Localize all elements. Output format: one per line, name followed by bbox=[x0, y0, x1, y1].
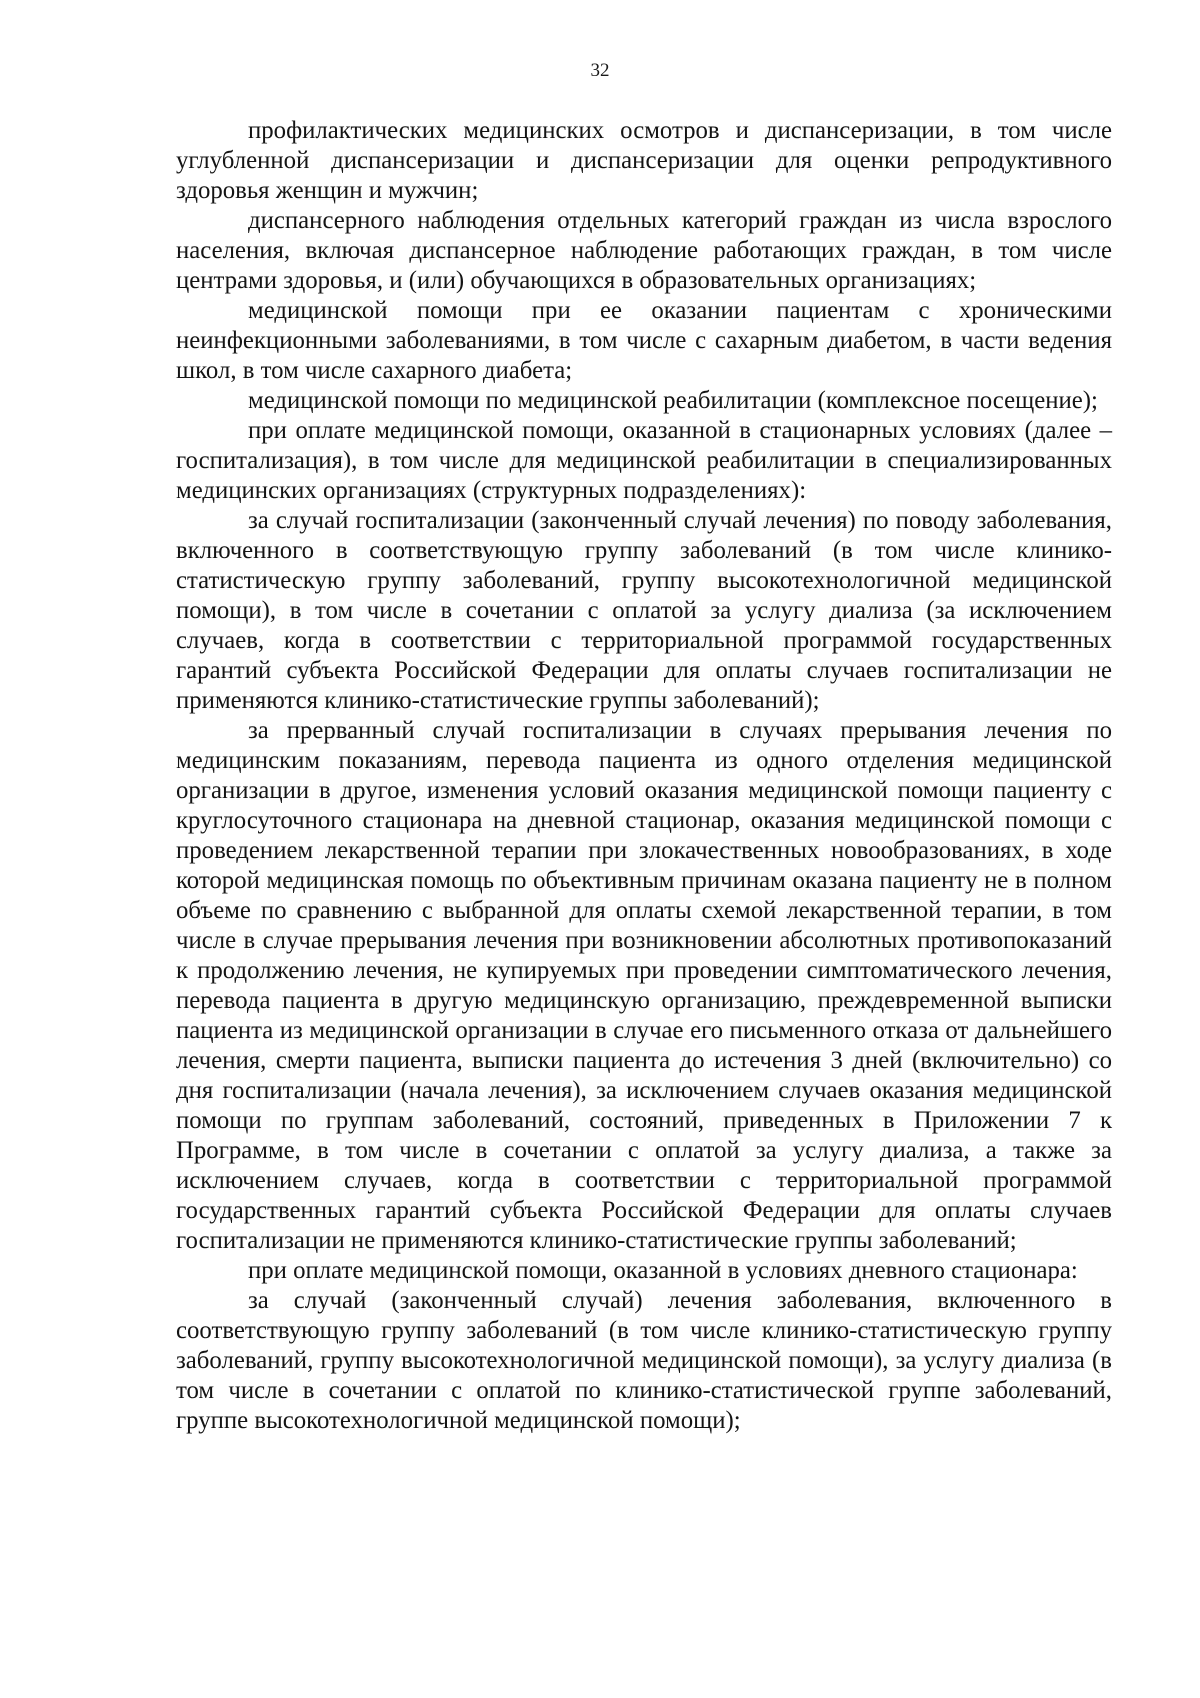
paragraph-inpatient-payment: при оплате медицинской помощи, оказанной в стационарных условиях (далее – госпитализация), в том числе для медицинской реабилитации в специализированных медицинских организациях (структурных подразделениях): bbox=[176, 417, 1112, 504]
paragraph-completed-case: за случай госпитализации (законченный случай лечения) по поводу заболевания, включенного в соответствующую группу заболеваний (в том числе клинико-статистическую группу заболеваний, группу высокотехнологичной медицинской помощи), в том числе в сочетании с оплатой за услугу диализа (за исключением случаев, когда в соответствии с территориальной программой государственных гарантий субъекта Российской Федерации для оплаты случаев госпитализации не применяются клинико-статистические группы заболеваний); bbox=[176, 507, 1112, 714]
paragraph-day-hospital-case: за случай (законченный случай) лечения заболевания, включенного в соответствующую группу заболеваний (в том числе клинико-статистическую группу заболеваний, группу высокотехнологичной медицинской помощи), за услугу диализа (в том числе в сочетании с оплатой по клинико-статистической группе заболеваний, группе высокотехнологичной медицинской помощи); bbox=[176, 1287, 1112, 1434]
paragraph-dispensary-observation: диспансерного наблюдения отдельных категорий граждан из числа взрослого населения, включая диспансерное наблюдение работающих граждан, в том числе центрами здоровья, и (или) обучающихся в образовательных организациях; bbox=[176, 207, 1112, 294]
page-number: 32 bbox=[590, 60, 610, 81]
paragraph-chronic-diseases: медицинской помощи при ее оказании пациентам с хроническими неинфекционными заболеваниями, в том числе с сахарным диабетом, в части ведения школ, в том числе сахарного диабета; bbox=[176, 297, 1112, 384]
document-body bbox=[176, 116, 1112, 1436]
paragraph-day-hospital-payment: при оплате медицинской помощи, оказанной в условиях дневного стационара: bbox=[248, 1257, 1078, 1284]
paragraph-rehabilitation: медицинской помощи по медицинской реабилитации (комплексное посещение); bbox=[248, 387, 1098, 414]
paragraph-interrupted-case: за прерванный случай госпитализации в случаях прерывания лечения по медицинским показаниям, перевода пациента из одного отделения медицинской организации в другое, изменения условий оказания медицинской помощи пациенту с круглосуточного стационара на дневной стационар, оказания медицинской помощи с проведением лекарственной терапии при злокачественных новообразованиях, в ходе которой медицинская помощь по объективным причинам оказана пациенту не в полном объеме по сравнению с выбранной для оплаты схемой лекарственной терапии, в том числе в случае прерывания лечения при возникновении абсолютных противопоказаний к продолжению лечения, не купируемых при проведении симптоматического лечения, перевода пациента в другую медицинскую организацию, преждевременной выписки пациента из медицинской организации в случае его письменного отказа от дальнейшего лечения, смерти пациента, выписки пациента до истечения 3 дней (включительно) со дня госпитализации (начала лечения), за исключением случаев оказания медицинской помощи по группам заболеваний, состояний, приведенных в Приложении 7 к Программе, в том числе в сочетании с оплатой за услугу диализа, а также за исключением случаев, когда в соответствии с территориальной программой государственных гарантий субъекта Российской Федерации для оплаты случаев госпитализации не применяются клинико-статистические группы заболеваний; bbox=[176, 717, 1112, 1254]
paragraph-screening: профилактических медицинских осмотров и диспансеризации, в том числе углубленной диспансеризации и диспансеризации для оценки репродуктивного здоровья женщин и мужчин; bbox=[176, 117, 1112, 204]
